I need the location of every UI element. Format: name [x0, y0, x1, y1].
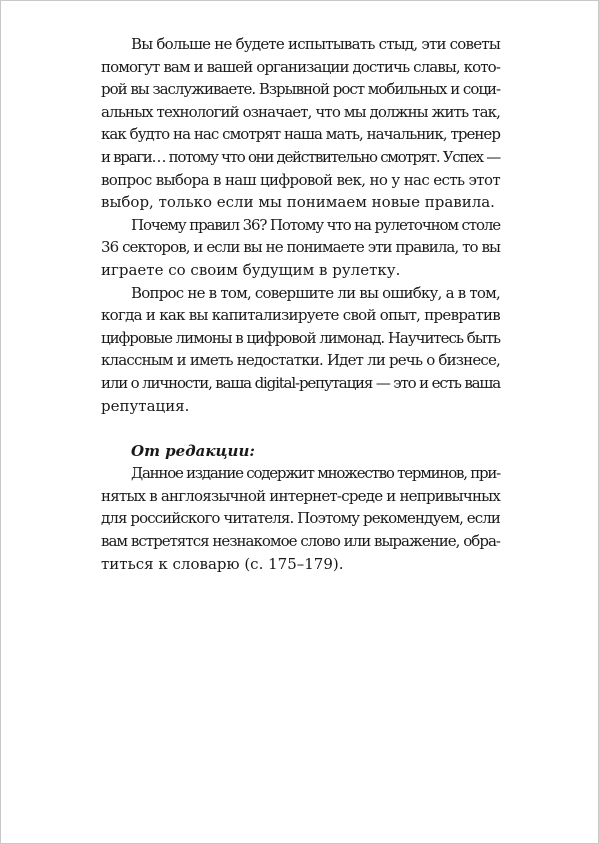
text-line: репутация. [101, 396, 190, 415]
text-line: помогут вам и вашей организации достичь славы, кото- [101, 57, 500, 76]
text-line: альных технологий означает, что мы должны жить так, [101, 102, 500, 121]
text-line: цифровые лимоны в цифровой лимонад. Научитесь быть [101, 328, 500, 347]
text-line: Почему правил 36? Потому что на рулеточном столе [131, 215, 500, 234]
text-line: когда и как вы капитализируете свой опыт, превратив [101, 306, 500, 325]
paragraph-3 [101, 282, 500, 418]
editorial-note [101, 440, 500, 576]
text-line: классным и иметь недостатки. Идет ли речь о бизнесе, [101, 351, 500, 370]
text-line: Вы больше не будете испытывать стыд, эти советы [131, 35, 500, 53]
paragraph-2 [101, 214, 500, 282]
text-line: и враги… потому что они действительно смотрят. Успех — [101, 147, 500, 166]
text-line: вам встретятся незнакомое слово или выражение, обра- [101, 532, 500, 551]
text-column [101, 33, 500, 575]
text-line: играете со своим будущим в рулетку. [101, 260, 401, 279]
text-line: Вопрос не в том, совершите ли вы ошибку, а в том, [131, 283, 500, 302]
paragraph-1 [101, 33, 500, 214]
text-line: рой вы заслуживаете. Взрывной рост мобильных и соци- [101, 80, 500, 99]
text-line: нятых в англоязычной интернет-среде и непривычных [101, 486, 500, 505]
text-line: 36 секторов, и если вы не понимаете эти правила, то вы [101, 238, 500, 257]
text-line: для российского читателя. Поэтому рекомендуем, если [101, 509, 500, 528]
text-line: Данное издание содержит множество терминов, при- [131, 464, 500, 483]
editorial-heading: От редакции: [131, 441, 255, 460]
text-line: титься к словарю (с. 175–179). [101, 554, 344, 573]
text-line: выбор, только если мы понимаем новые правила. [101, 193, 495, 212]
text-line: как будто на нас смотрят наша мать, начальник, тренер [101, 125, 500, 144]
text-line: вопрос выбора в наш цифровой век, но у нас есть этот [101, 170, 500, 189]
section-spacer [101, 417, 500, 440]
text-line: или о личности, ваша digital-репутация — это и есть ваша [101, 373, 500, 392]
